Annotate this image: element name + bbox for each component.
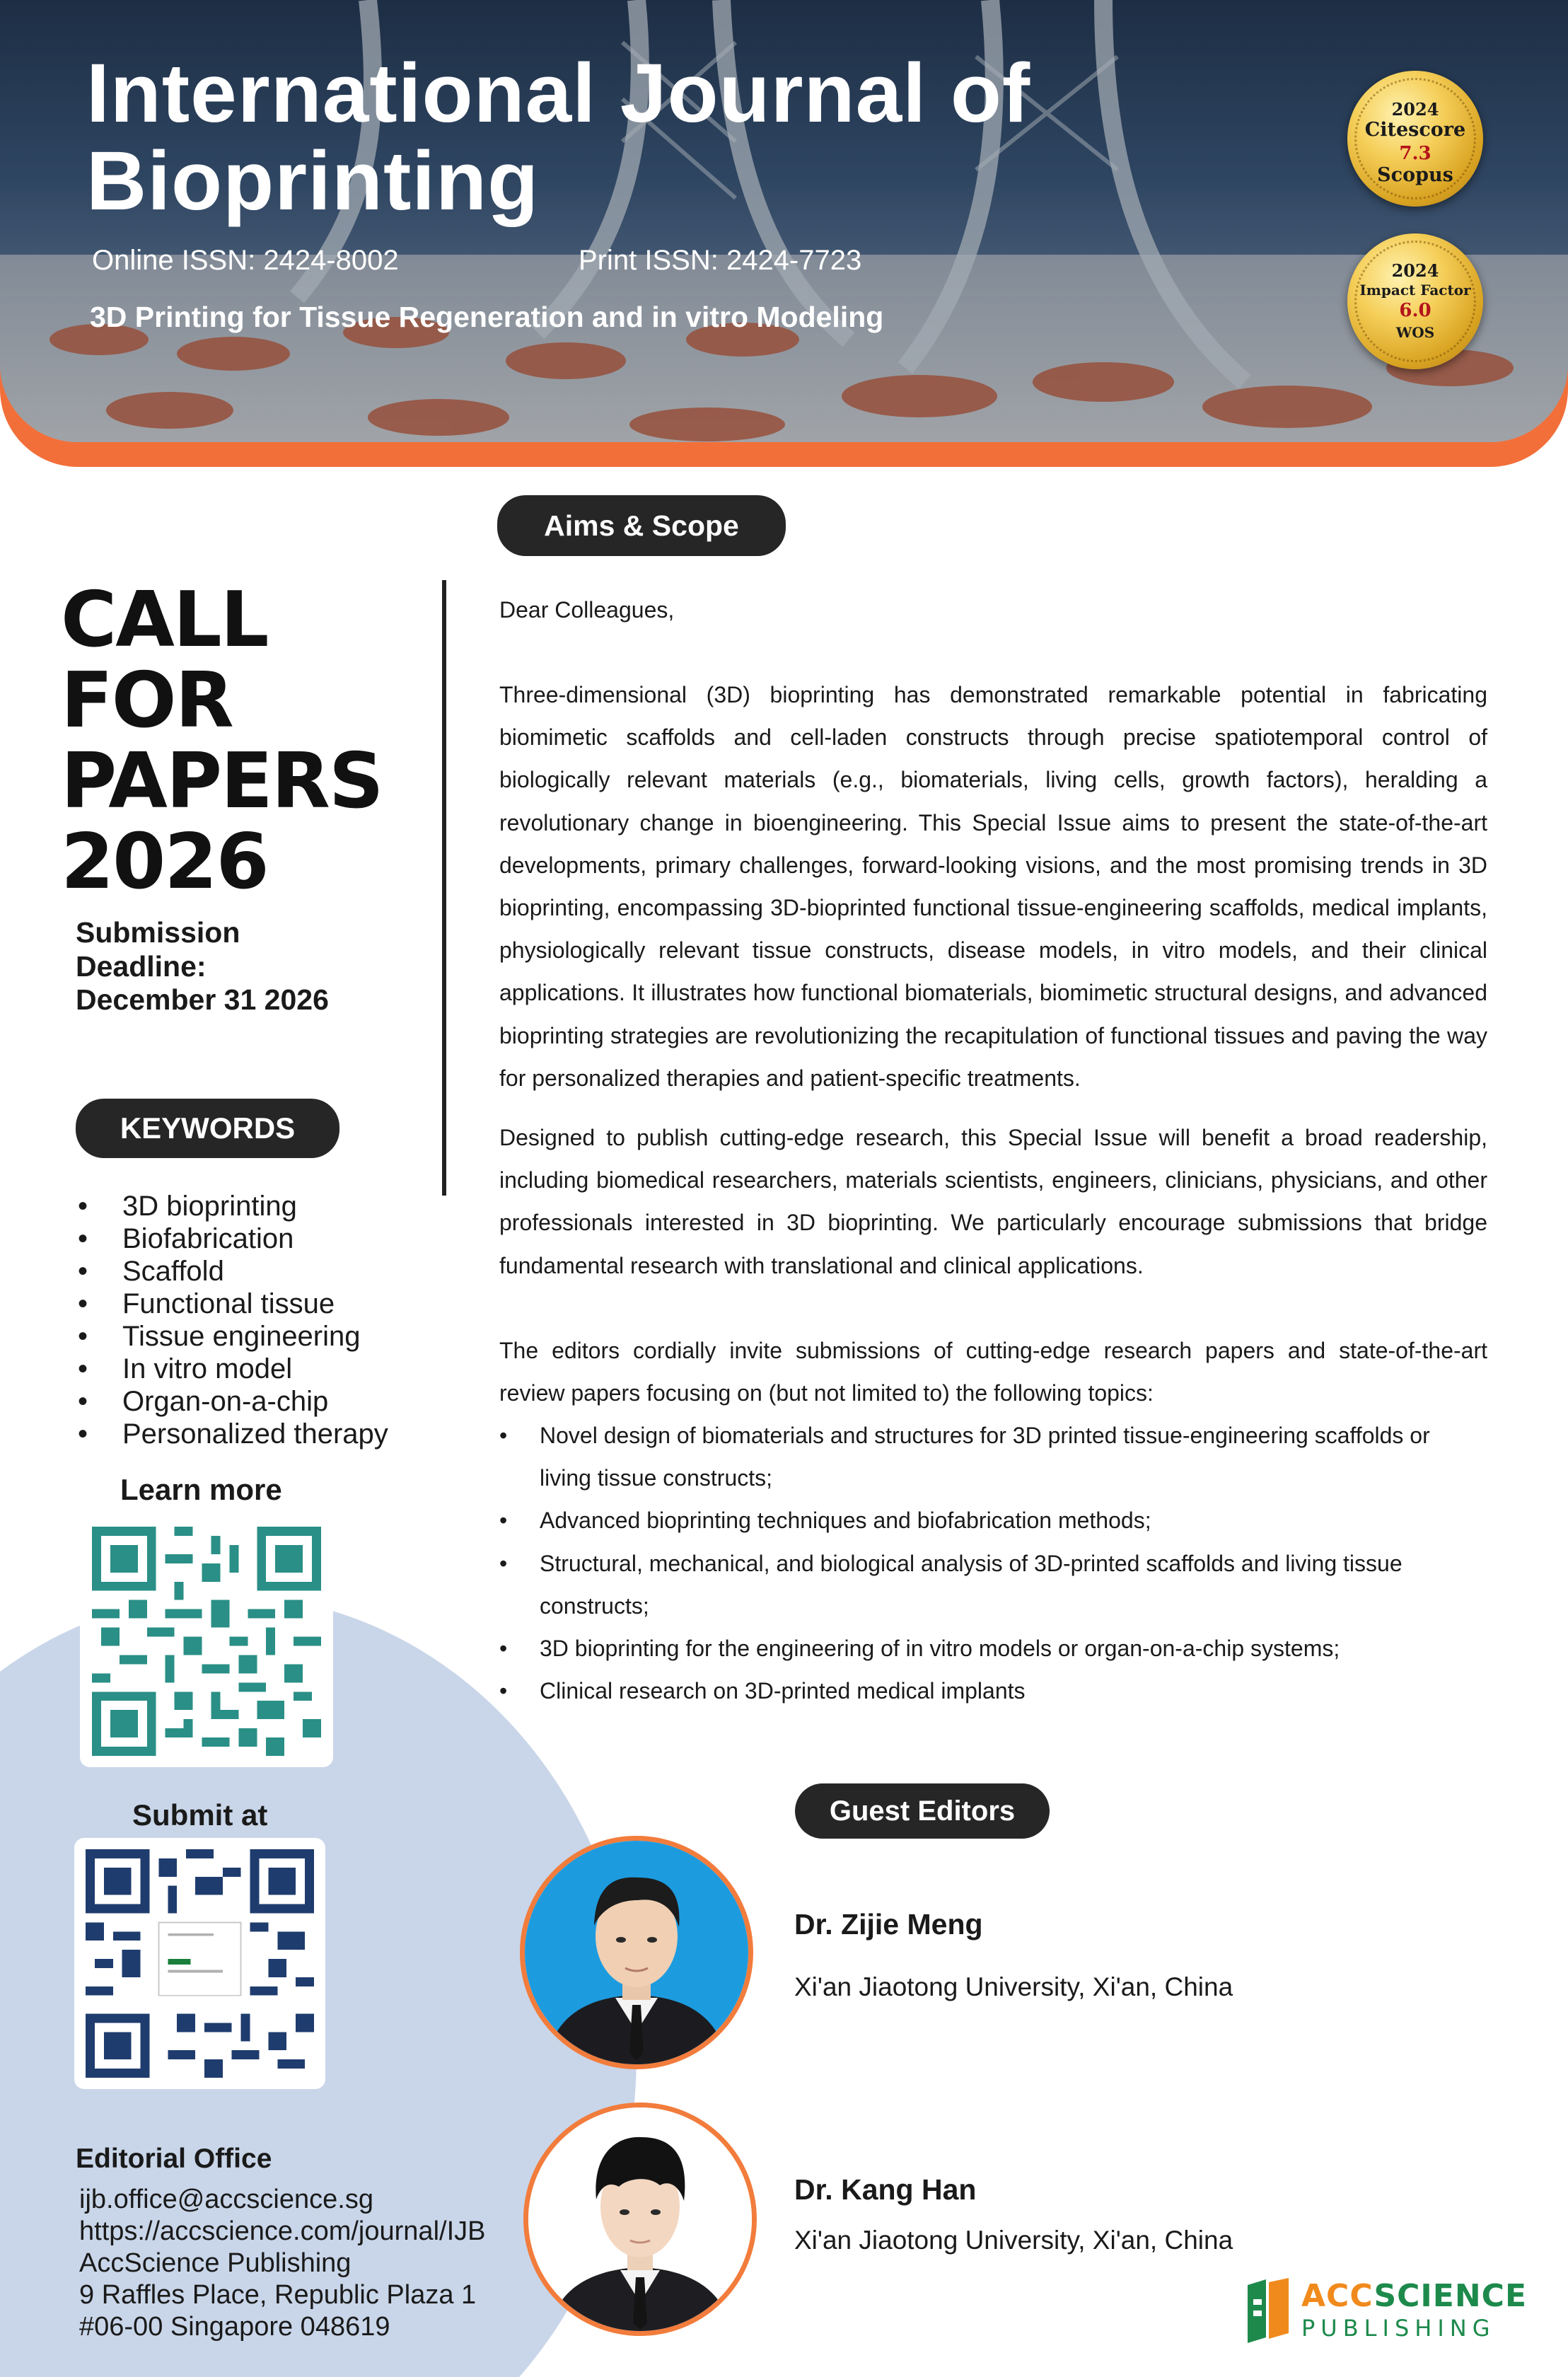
keyword-item: • Personalized therapy xyxy=(78,1418,388,1450)
call-for-papers-heading xyxy=(61,576,457,906)
column-divider xyxy=(442,580,446,1196)
editorial-publisher: AccScience Publishing xyxy=(79,2248,352,2278)
keyword-item: • Scaffold xyxy=(78,1255,388,1288)
journal-title-line1: International Journal of xyxy=(86,47,1031,140)
editorial-address-line1: 9 Raffles Place, Republic Plaza 1 xyxy=(79,2280,477,2310)
citescore-badge xyxy=(1347,71,1483,207)
keyword-item: • Tissue engineering xyxy=(78,1320,388,1353)
citescore-label: Citescore xyxy=(1364,119,1466,141)
editor-name-han: Dr. Kang Han xyxy=(794,2173,977,2206)
topics-list xyxy=(499,1414,1487,1712)
guest-editors-pill: Guest Editors xyxy=(795,1783,1050,1839)
editor-name-meng: Dr. Zijie Meng xyxy=(794,1908,983,1941)
topic-item: • Novel design of biomaterials and structures for 3D printed tissue-engineering scaffolds or living tissue constructs; xyxy=(499,1414,1487,1499)
journal-title-line2: Bioprinting xyxy=(86,134,540,228)
logo-science: SCIENCE xyxy=(1374,2278,1528,2314)
keywords-list xyxy=(78,1190,388,1450)
keyword-item: • In vitro model xyxy=(78,1353,388,1385)
cfp-line3: PAPERS xyxy=(61,737,383,826)
aims-paragraph-2: Designed to publish cutting-edge research, this Special Issue will benefit a broad readership, including biomedical researchers, materials scientists, engineers, clinicians, physicians, and other professionals interested in 3D bioprinting. We particularly encourage submissions that bridge fundamental research with translational and clinical applications. xyxy=(499,1125,1487,1278)
cfp-year: 2026 xyxy=(61,818,268,906)
editor-photo-han xyxy=(523,2103,757,2336)
impact-factor-value: 6.0 xyxy=(1399,300,1431,321)
greeting: Dear Colleagues, xyxy=(499,597,675,623)
topic-item: • Structural, mechanical, and biological analysis of 3D-printed scaffolds and living tissue constructs; xyxy=(499,1542,1487,1627)
editor-photo-meng xyxy=(520,1836,753,2069)
accscience-publishing-logo xyxy=(1245,2278,1528,2343)
aims-paragraph-3: The editors cordially invite submissions of cutting-edge research papers and state-of-the-art review papers focusing on (but not limited to) the following topics: xyxy=(499,1338,1487,1406)
logo-acc: ACC xyxy=(1301,2278,1374,2314)
logo-publishing: PUBLISHING xyxy=(1301,2315,1496,2342)
header-banner xyxy=(0,0,1568,467)
online-issn: Online ISSN: 2424-8002 xyxy=(92,245,399,276)
keyword-item: • Functional tissue xyxy=(78,1288,388,1320)
editor-affiliation-han: Xi'an Jiaotong University, Xi'an, China xyxy=(794,2226,1233,2255)
editorial-office-title: Editorial Office xyxy=(76,2144,272,2174)
submit-at-label: Submit at xyxy=(132,1798,268,1832)
journal-title xyxy=(86,47,1147,228)
deadline-date: December 31 2026 xyxy=(76,983,329,1016)
deadline-label: Submission Deadline: xyxy=(76,916,240,983)
impact-factor-label: Impact Factor xyxy=(1359,282,1471,299)
qr-code-blue-icon xyxy=(86,1849,314,2078)
cfp-line2: FOR xyxy=(61,657,233,745)
print-issn: Print ISSN: 2424-7723 xyxy=(579,245,862,276)
learn-more-label: Learn more xyxy=(120,1473,282,1506)
aims-paragraph-1: Three-dimensional (3D) bioprinting has demonstrated remarkable potential in fabricating biomimetic scaffolds and cell-laden constructs through precise spatiotemporal control of biologically relevant materials (e.g., biomaterials, living cells, growth factors), heralding a revolutionary change in bioengineering. This Special Issue aims to present the state-of-the-art developments, primary challenges, forward-looking visions, and the most promising trends in 3D bioprinting, encompassing 3D-bioprinted functional tissue-engineering scaffolds, medical implants, physiologically relevant tissue constructs, disease models, in vitro models, and their clinical applications. It illustrates how functional biomaterials, biomimetic structural designs, and advanced bioprinting strategies are revolutionizing the recapitulation of functional tissues and paving the way for personalized therapies and patient-specific treatments. xyxy=(499,682,1487,1091)
keyword-item: • 3D bioprinting xyxy=(78,1190,388,1222)
citescore-source: Scopus xyxy=(1377,164,1453,186)
accscience-book-icon xyxy=(1245,2278,1294,2343)
impact-factor-year: 2024 xyxy=(1391,260,1439,281)
editor-affiliation-meng: Xi'an Jiaotong University, Xi'an, China xyxy=(794,1972,1233,2001)
keyword-item: • Biofabrication xyxy=(78,1222,388,1255)
editorial-email[interactable]: ijb.office@accscience.sg xyxy=(79,2185,373,2214)
topic-item: • 3D bioprinting for the engineering of in vitro models or organ-on-a-chip systems; xyxy=(499,1627,1487,1670)
portrait-avatar-icon xyxy=(525,1841,748,2064)
citescore-year: 2024 xyxy=(1391,99,1439,120)
editorial-url[interactable]: https://accscience.com/journal/IJB xyxy=(79,2216,486,2246)
portrait-avatar-icon xyxy=(528,2107,752,2331)
impact-factor-source: WOS xyxy=(1395,324,1435,341)
submit-qr-code[interactable] xyxy=(74,1838,325,2089)
cfp-line1: CALL xyxy=(61,576,268,664)
keywords-pill: KEYWORDS xyxy=(76,1099,339,1158)
impact-factor-badge xyxy=(1347,233,1483,369)
journal-subtitle: 3D Printing for Tissue Regeneration and in vitro Modeling xyxy=(90,301,884,333)
topic-item: • Clinical research on 3D-printed medical implants xyxy=(499,1670,1487,1712)
editorial-address-line2: #06-00 Singapore 048619 xyxy=(79,2312,390,2342)
aims-scope-pill: Aims & Scope xyxy=(497,495,786,556)
learn-more-qr-code[interactable] xyxy=(80,1515,333,1767)
topic-item: • Advanced bioprinting techniques and biofabrication methods; xyxy=(499,1499,1487,1542)
keyword-item: • Organ-on-a-chip xyxy=(78,1385,388,1418)
citescore-value: 7.3 xyxy=(1399,143,1431,164)
qr-code-teal-icon xyxy=(91,1527,322,1756)
